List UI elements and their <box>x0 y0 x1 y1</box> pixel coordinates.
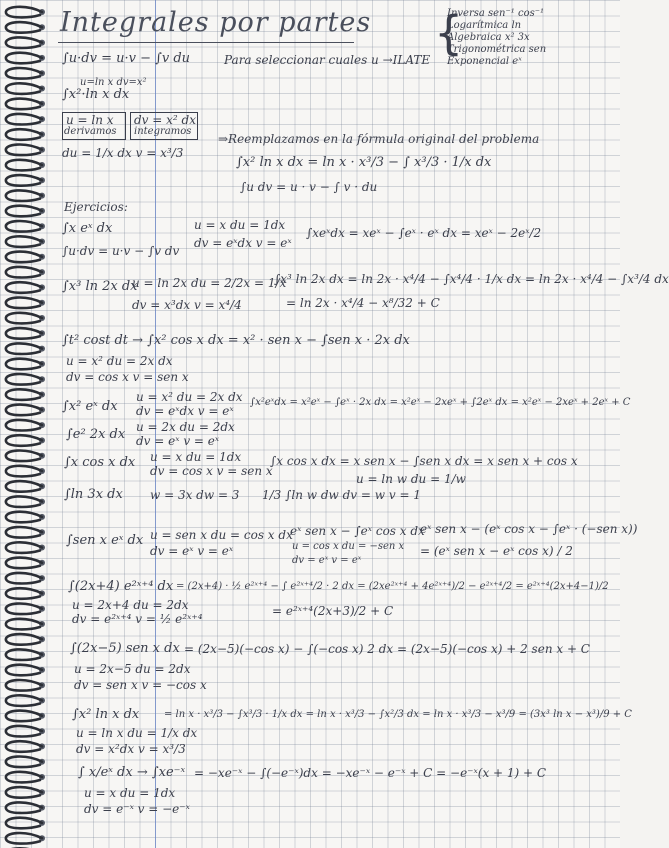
ex7-sub: w = 3x dw = 3 <box>150 488 240 502</box>
spiral-coil <box>6 649 42 660</box>
ex10-integral: ∫(2x−5) sen x dx <box>70 641 180 656</box>
spiral-coil <box>6 83 42 94</box>
spiral-coil <box>6 343 42 354</box>
spiral-coil <box>6 451 42 462</box>
dv-box-text: dv = x² dx <box>134 113 196 127</box>
replace-formula: ∫x² ln x dx = ln x · x³/3 − ∫ x³/3 · 1/x dx <box>236 155 492 170</box>
spiral-coil <box>6 435 42 446</box>
spiral-coil <box>6 328 42 339</box>
ex9-result2: = e²ˣ⁺⁴(2x+3)/2 + C <box>272 604 394 618</box>
spiral-coil <box>6 542 42 553</box>
ex12-dv: dv = e⁻ˣ v = −e⁻ˣ <box>84 802 190 816</box>
ilate-rule-text: Para seleccionar cuales u →ILATE <box>224 53 431 67</box>
ex7-integral: ∫ln 3x dx <box>64 487 123 502</box>
spiral-coil <box>6 496 42 507</box>
ilate-item: Exponencial eˣ <box>447 56 522 67</box>
ilate-brace: { <box>434 6 464 60</box>
spiral-coil <box>6 604 42 615</box>
ex1-integral: ∫x eˣ dx <box>62 221 113 236</box>
ex10-u: u = 2x−5 du = 2dx <box>74 662 191 676</box>
ex8-mid-dv: dv = eˣ v = eˣ <box>292 555 362 566</box>
spiral-coil <box>6 527 42 538</box>
spiral-coil <box>6 7 42 18</box>
spiral-coil <box>6 53 42 64</box>
ex8-mid-u: u = cos x du = −sen x <box>292 541 405 552</box>
spiral-coil <box>6 481 42 492</box>
ex9-u: u = 2x+4 du = 2dx <box>72 598 189 612</box>
ex6-extra: u = ln w du = 1/w <box>356 472 466 486</box>
ex2-integral: ∫x³ ln 2x dx <box>62 279 138 294</box>
spiral-coil <box>6 236 42 247</box>
ex1-u: u = x du = 1dx <box>194 218 286 232</box>
ex2-u: u = ln 2x du = 2/2x = 1/x <box>132 276 287 290</box>
ex4-dv: dv = eˣdx v = eˣ <box>136 404 234 418</box>
ex5-dv: dv = eˣ v = eˣ <box>136 434 220 448</box>
ex4-u: u = x² du = 2x dx <box>136 390 243 404</box>
spiral-coil <box>6 313 42 324</box>
ilate-item: Logarítmica ln <box>447 20 522 31</box>
spiral-coil <box>6 190 42 201</box>
ex3-dv: dv = cos x v = sen x <box>66 370 189 384</box>
title-underline <box>58 42 354 43</box>
ex4-result: ∫x²eˣdx = x²eˣ − ∫eˣ · 2x dx = x²eˣ − 2xeˣ + ∫2eˣ dx = x²eˣ − 2xeˣ + 2eˣ + C <box>250 397 631 408</box>
spiral-coil <box>6 22 42 33</box>
ilate-item: Trigonométrica sen <box>447 44 547 55</box>
spiral-coil <box>6 206 42 217</box>
ex8-result: eˣ sen x − (eˣ cos x − ∫eˣ · (−sen x)) <box>420 522 638 536</box>
ex8-u: u = sen x du = cos x dx <box>150 528 293 542</box>
spiral-coil <box>6 374 42 385</box>
spiral-coil <box>6 37 42 48</box>
replace-general: ∫u dv = u · v − ∫ v · du <box>240 180 378 194</box>
ex1-general: ∫u·dv = u·v − ∫v dv <box>62 244 180 258</box>
spiral-coil <box>6 726 42 737</box>
ex8-result2: = (eˣ sen x − eˣ cos x) / 2 <box>420 544 573 558</box>
spiral-coil <box>6 145 42 156</box>
spiral-coil <box>6 573 42 584</box>
spiral-coil <box>6 175 42 186</box>
ex6-u: u = x du = 1dx <box>150 450 242 464</box>
spiral-coil <box>6 787 42 798</box>
ex1-result: ∫xeˣdx = xeˣ − ∫eˣ · eˣ dx = xeˣ − 2eˣ/2 <box>306 226 542 240</box>
ilate-item: Algebraica x² 3x <box>447 32 530 43</box>
ilate-item: Inversa sen⁻¹ cos⁻¹ <box>447 8 545 19</box>
spiral-coil <box>6 114 42 125</box>
spiral-coil <box>6 267 42 278</box>
ex7-result: 1/3 ∫ln w dw dv = w v = 1 <box>262 488 421 502</box>
ilate-list <box>447 8 619 68</box>
spiral-coil <box>6 359 42 370</box>
du-v-line: du = 1/x dx v = x³/3 <box>62 146 184 160</box>
ex12-u: u = x du = 1dx <box>84 786 176 800</box>
ex4-integral: ∫x² eˣ dx <box>62 399 118 414</box>
ex8-dv: dv = eˣ v = eˣ <box>150 544 234 558</box>
spiral-coil <box>6 558 42 569</box>
ex2-result2: = ln 2x · x⁴/4 − x⁸/32 + C <box>286 296 440 310</box>
parts-formula: ∫u·dv = u·v − ∫v du <box>62 51 191 66</box>
exercises-heading: Ejercicios: <box>64 200 128 214</box>
spiral-coil <box>6 634 42 645</box>
spiral-coil <box>6 129 42 140</box>
spiral-coil <box>6 802 42 813</box>
ex2-result: ∫x³ ln 2x dx = ln 2x · x⁴/4 − ∫x⁴/4 · 1/x dx = ln 2x · x⁴/4 − ∫x³/4 dx <box>274 272 669 286</box>
spiral-coil <box>6 695 42 706</box>
spiral-coil <box>6 619 42 630</box>
ex9-dv: dv = e²ˣ⁺⁴ v = ½ e²ˣ⁺⁴ <box>72 612 203 626</box>
spiral-coil <box>6 665 42 676</box>
ex8-mid: eˣ sen x − ∫eˣ cos x dx <box>290 524 425 538</box>
spiral-coil <box>6 833 42 844</box>
spiral-coil <box>6 282 42 293</box>
ex10-result: = (2x−5)(−cos x) − ∫(−cos x) 2 dx = (2x−5)(−cos x) + 2 sen x + C <box>184 642 590 656</box>
ex6-integral: ∫x cos x dx <box>64 455 136 470</box>
spiral-coil <box>6 389 42 400</box>
u-box-text: u = ln x <box>66 113 114 127</box>
spiral-coil <box>6 466 42 477</box>
spiral-coil <box>6 160 42 171</box>
replace-text: ⇒Reemplazamos en la fórmula original del problema <box>218 132 540 146</box>
ex3-u: u = x² du = 2x dx <box>66 354 173 368</box>
spiral-coil <box>6 68 42 79</box>
spiral-coil <box>6 757 42 768</box>
ex10-dv: dv = sen x v = −cos x <box>74 678 207 692</box>
spiral-coil <box>6 741 42 752</box>
spiral-coil <box>6 772 42 783</box>
example-uv-label: u=ln x dv=x² <box>80 77 147 88</box>
ex9-result: = (2x+4) · ½ e²ˣ⁺⁴ − ∫ e²ˣ⁺⁴/2 · 2 dx = (2xe²ˣ⁺⁴ + 4e²ˣ⁺⁴)/2 − e²ˣ⁺⁴/2 = e²ˣ⁺⁴(2x+4−1)/2 <box>176 581 609 592</box>
page-title: Integrales por partes <box>60 7 372 38</box>
spiral-coil <box>6 711 42 722</box>
ex3-integral: ∫t² cost dt → ∫x² cos x dx = x² · sen x − ∫sen x · 2x dx <box>62 333 410 348</box>
ex2-dv: dv = x³dx v = x⁴/4 <box>132 298 242 312</box>
ex11-integral: ∫x² ln x dx <box>72 707 140 722</box>
ex5-u: u = 2x du = 2dx <box>136 420 235 434</box>
spiral-coil <box>6 420 42 431</box>
ex9-integral: ∫(2x+4) e²ˣ⁺⁴ dx <box>68 579 174 594</box>
ex12-integral: ∫ x/eˣ dx → ∫xe⁻ˣ <box>78 765 186 780</box>
ex8-integral: ∫sen x eˣ dx <box>66 533 144 548</box>
example-integral: ∫x²·ln x dx <box>62 87 130 102</box>
ex6-dv: dv = cos x v = sen x <box>150 464 273 478</box>
dv-box-note: integramos <box>134 126 192 137</box>
spiral-coil <box>6 298 42 309</box>
ex11-dv: dv = x²dx v = x³/3 <box>76 742 186 756</box>
spiral-coil <box>6 405 42 416</box>
ex11-result: = ln x · x³/3 − ∫x³/3 · 1/x dx = ln x · x³/3 − ∫x²/3 dx = ln x · x³/3 − x³/9 = (3x³ ln x − x³)/9 + C <box>164 709 632 720</box>
spiral-coil <box>6 680 42 691</box>
spiral-coil <box>6 512 42 523</box>
spiral-binding <box>0 0 50 848</box>
ex1-dv: dv = eˣdx v = eˣ <box>194 236 292 250</box>
spiral-coil <box>6 221 42 232</box>
u-box-note: derivamos <box>64 126 117 137</box>
spiral-coil <box>6 818 42 829</box>
spiral-coil <box>6 99 42 110</box>
ex5-integral: ∫e² 2x dx <box>66 427 126 442</box>
ex6-result: ∫x cos x dx = x sen x − ∫sen x dx = x sen x + cos x <box>270 454 578 468</box>
spiral-coil <box>6 588 42 599</box>
ex11-u: u = ln x du = 1/x dx <box>76 726 198 740</box>
ex12-result: = −xe⁻ˣ − ∫(−e⁻ˣ)dx = −xe⁻ˣ − e⁻ˣ + C = −e⁻ˣ(x + 1) + C <box>194 766 547 780</box>
spiral-coil <box>6 252 42 263</box>
